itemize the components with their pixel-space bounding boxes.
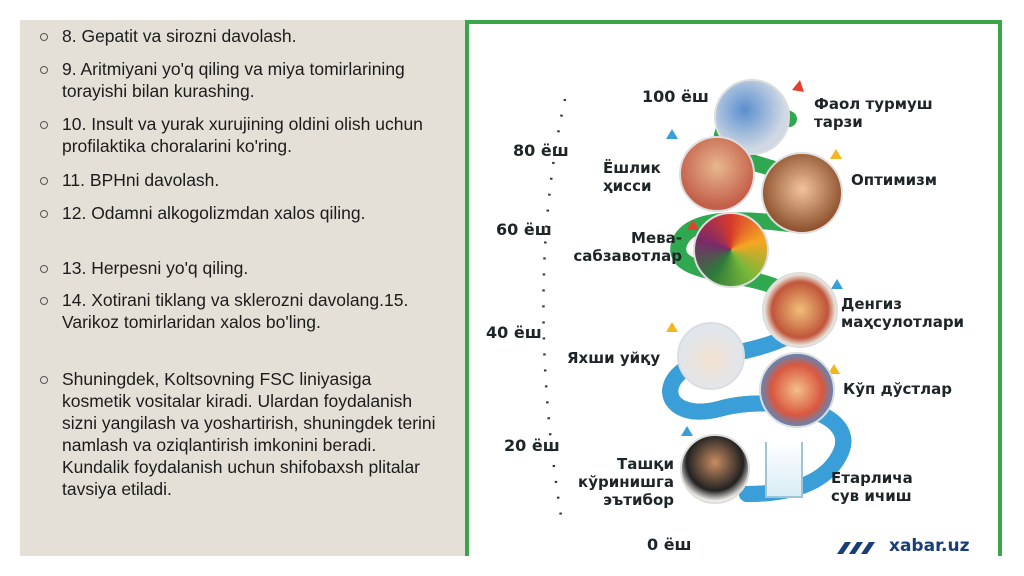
text-panel [20, 20, 465, 556]
list-item: Shuningdek, Koltsovning FSC liniyasiga kosmetik vositalar kiradi. Ulardan foydalanish sizni yangilash va yoshartirish, shuningdek terini namlash va oziqlantirish imkonini beradi. Kundalik foydalanish uchun shifobaxsh plitalar tavsiya etiladi. [40, 368, 442, 500]
arrow-icon [831, 279, 843, 289]
factor-active-lifestyle: Фаол турмуш тарзи [814, 95, 933, 131]
seafood-photo [762, 272, 838, 348]
longevity-infographic [465, 20, 1002, 556]
bullet-icon [40, 297, 48, 305]
factor-drinking-water: Етарлича сув ичиш [831, 469, 913, 505]
sleeping-person-photo [677, 322, 745, 390]
bullet-icon [40, 121, 48, 129]
bullet-icon [40, 33, 48, 41]
bullet-icon [40, 210, 48, 218]
bullet-icon [40, 66, 48, 74]
age-label-100: 100 ёш [642, 87, 709, 106]
age-label-40: 40 ёш [486, 323, 542, 342]
factor-good-sleep: Яхши уйқу [567, 349, 661, 367]
list-item: 14. Xotirani tiklang va sklerozni davolang.15. Varikoz tomirlaridan xalos bo'ling. [40, 289, 442, 333]
bullet-icon [40, 376, 48, 384]
age-label-0: 0 ёш [647, 535, 692, 554]
arrow-icon [830, 149, 842, 159]
list-item: 8. Gepatit va sirozni davolash. [40, 25, 442, 47]
arrow-icon [666, 129, 678, 139]
list-item: 13. Herpesni yo'q qiling. [40, 257, 442, 279]
list-item: 10. Insult va yurak xurujining oldini olish uchun profilaktika choralarini ko'ring. [40, 113, 442, 157]
arrow-icon [681, 426, 693, 436]
age-label-20: 20 ёш [504, 436, 560, 455]
fitness-man-photo [680, 434, 750, 504]
factor-many-friends: Кўп дўстлар [843, 380, 952, 398]
smiling-woman-photo [761, 152, 843, 234]
xabar-logo-icon [837, 541, 887, 553]
factor-seafood: Денгиз маҳсулотлари [841, 295, 965, 331]
list-item: 11. BPHni davolash. [40, 169, 442, 191]
bullet-icon [40, 177, 48, 185]
friends-photo [759, 352, 835, 428]
factor-youth-feeling: Ёшлик ҳисси [603, 159, 661, 195]
factor-optimism: Оптимизм [851, 171, 938, 189]
factor-appearance: Ташқи кўринишга эътибор [578, 455, 674, 509]
list-item: 12. Odamni alkogolizmdan xalos qiling. [40, 202, 442, 224]
fruits-vegetables-photo [693, 212, 769, 288]
factor-fruits-vegetables: Мева-сабзавотлар [573, 229, 682, 265]
xabar-logo: xabar.uz [889, 536, 970, 556]
bullet-icon [40, 265, 48, 273]
water-glass-icon [765, 442, 803, 498]
age-label-80: 80 ёш [513, 141, 569, 160]
arrow-icon [666, 322, 678, 332]
arrow-icon [792, 80, 804, 92]
age-label-60: 60 ёш [496, 220, 552, 239]
list-item: 9. Aritmiyani yo'q qiling va miya tomirlarining torayishi bilan kurashing. [40, 58, 442, 102]
elderly-couple-photo [679, 136, 755, 212]
